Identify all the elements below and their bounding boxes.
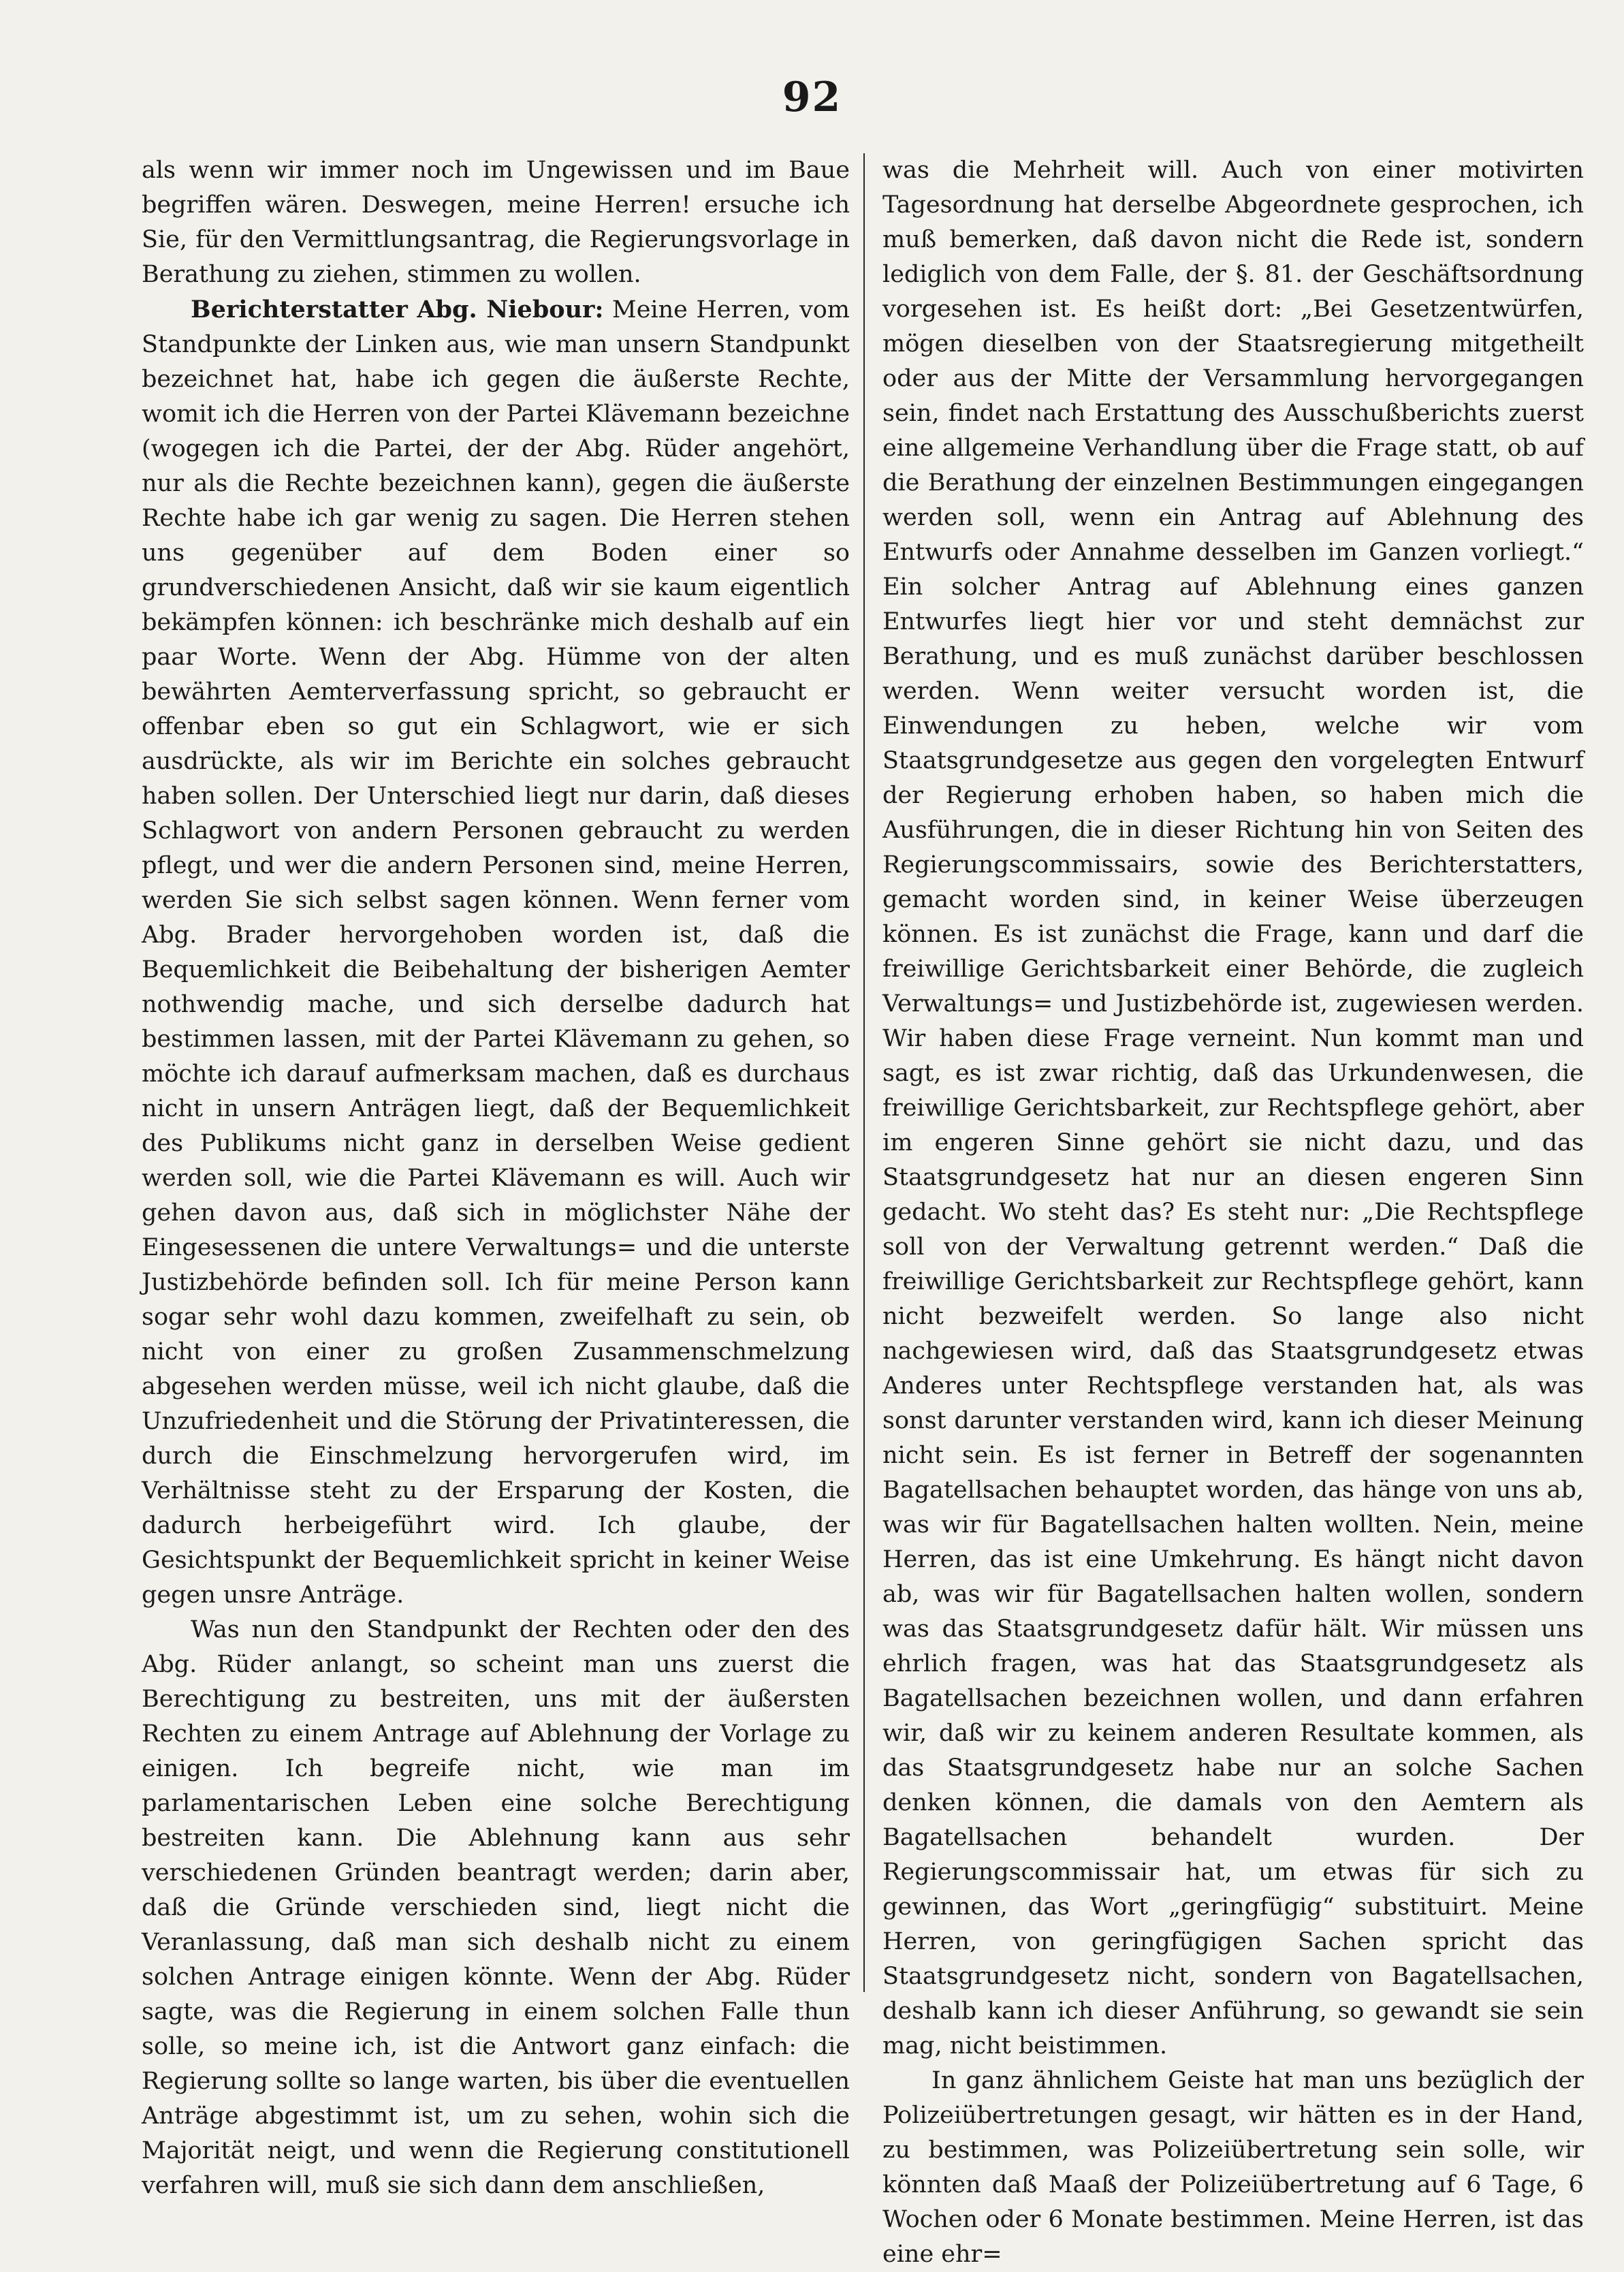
left-column xyxy=(142,153,850,2203)
left-paragraph-3: Was nun den Standpunkt der Rechten oder den des Abg. Rüder anlangt, so scheint man uns zuerst die Berechtigung zu bestreiten, uns mit der äußersten Rechten zu einem Antrage auf Ablehnung der Vorlage zu einigen. Ich begreife nicht, wie man im parlamentarischen Leben eine solche Berechtigung bestreiten kann. Die Ablehnung kann aus sehr verschiedenen Gründen beantragt werden; darin aber, daß die Gründe verschieden sind, liegt nicht die Veranlassung, daß man sich deshalb nicht zu einem solchen Antrage einigen könnte. Wenn der Abg. Rüder sagte, was die Regierung in einem solchen Falle thun solle, so meine ich, ist die Antwort ganz einfach: die Regierung sollte so lange warten, bis über die eventuellen Anträge abgestimmt ist, um zu sehen, wohin sich die Majorität neigt, und wenn die Regierung constitutionell verfahren will, muß sie sich dann dem anschließen, xyxy=(142,1616,850,2199)
right-paragraph-2: In ganz ähnlichem Geiste hat man uns bezüglich der Polizeiübertretungen gesagt, wir hätten es in der Hand, zu bestimmen, was Polizeiübertretung sein solle, wir könnten daß Maaß der Polizeiübertretung auf 6 Tage, 6 Wochen oder 6 Monate bestimmen. Meine Herren, ist das eine ehr= xyxy=(882,2067,1584,2268)
speech-text: Meine Herren, vom Standpunkte der Linken aus, wie man unsern Standpunkt bezeichnet hat, habe ich gegen die äußerste Rechte, womit ich die Herren von der Partei Klävemann bezeichne (wogegen ich die Partei, der der Abg. Rüder angehört, nur als die Rechte bezeichnen kann), gegen die äußerste Rechte habe ich gar wenig zu sagen. Die Herren stehen uns gegenüber auf dem Boden einer so grundverschiedenen Ansicht, daß wir sie kaum eigentlich bekämpfen können: ich beschränke mich deshalb auf ein paar Worte. Wenn der Abg. Hümme von der alten bewährten Aemterverfassung spricht, so gebraucht er offenbar eben so gut ein Schlagwort, wie er sich ausdrückte, als wir im Berichte ein solches gebraucht haben sollen. Der Unterschied liegt nur darin, daß dieses Schlagwort von andern Personen gebraucht zu werden pflegt, und wer die andern Personen sind, meine Herren, werden Sie sich selbst sagen können. Wenn ferner vom Abg. Brader hervorgehoben worden ist, daß die Bequemlichkeit die Beibehaltung der bisherigen Aemter nothwendig mache, und sich derselbe dadurch hat bestimmen lassen, mit der Partei Klävemann zu gehen, so möchte ich darauf aufmerksam machen, daß es durchaus nicht in unsern Anträgen liegt, daß der Bequemlichkeit des Publikums nicht ganz in derselben Weise gedient werden soll, wie die Partei Klävemann es will. Auch wir gehen davon aus, daß sich in möglichster Nähe der Eingesessenen die untere Verwaltungs= und die unterste Justizbehörde befinden soll. Ich für meine Person kann sogar sehr wohl dazu kommen, zweifelhaft zu sein, ob nicht von einer zu großen Zusammenschmelzung abgesehen werden müsse, weil ich nicht glaube, daß die Unzufriedenheit und die Störung der Privatinteressen, die durch die Einschmelzung hervorgerufen wird, im Verhältnisse steht zu der Ersparung der Kosten, die dadurch herbeigeführt wird. Ich glaube, der Gesichtspunkt der Bequemlichkeit spricht in keiner Weise gegen unsre Anträge. xyxy=(142,296,850,1609)
left-paragraph-1: als wenn wir immer noch im Ungewissen und im Baue begriffen wären. Deswegen, meine Herren! ersuche ich Sie, für den Vermittlungsantrag, die Regierungsvorlage in Berathung zu ziehen, stimmen zu wollen. xyxy=(142,157,850,288)
right-paragraph-1: was die Mehrheit will. Auch von einer motivirten Tagesordnung hat derselbe Abgeordnete gesprochen, ich muß bemerken, daß davon nicht die Rede ist, sondern lediglich von dem Falle, der §. 81. der Geschäftsordnung vorgesehen ist. Es heißt dort: „Bei Gesetzentwürfen, mögen dieselben von der Staatsregierung mitgetheilt oder aus der Mitte der Versammlung hervorgegangen sein, findet nach Erstattung des Ausschußberichts zuerst eine allgemeine Verhandlung über die Frage statt, ob auf die Berathung der einzelnen Bestimmungen eingegangen werden soll, wenn ein Antrag auf Ablehnung des Entwurfs oder Annahme desselben im Ganzen vorliegt.“ Ein solcher Antrag auf Ablehnung eines ganzen Entwurfes liegt hier vor und steht demnächst zur Berathung, und es muß zunächst darüber beschlossen werden. Wenn weiter versucht worden ist, die Einwendungen zu heben, welche wir vom Staatsgrundgesetze aus gegen den vorgelegten Entwurf der Regierung erhoben haben, so haben mich die Ausführungen, die in dieser Richtung hin von Seiten des Regierungscommissairs, sowie des Berichterstatters, gemacht worden sind, in keiner Weise überzeugen können. Es ist zunächst die Frage, kann und darf die freiwillige Gerichtsbarkeit einer Behörde, die zugleich Verwaltungs= und Justizbehörde ist, zugewiesen werden. Wir haben diese Frage verneint. Nun kommt man und sagt, es ist zwar richtig, daß das Urkundenwesen, die freiwillige Gerichtsbarkeit, zur Rechtspflege gehört, aber im engeren Sinne gehört sie nicht dazu, und das Staatsgrundgesetz hat nur an diesen engeren Sinn gedacht. Wo steht das? Es steht nur: „Die Rechtspflege soll von der Verwaltung getrennt werden.“ Daß die freiwillige Gerichtsbarkeit zur Rechtspflege gehört, kann nicht bezweifelt werden. So lange also nicht nachgewiesen wird, daß das Staatsgrundgesetz etwas Anderes unter Rechtspflege verstanden hat, als was sonst darunter verstanden wird, kann ich dieser Meinung nicht sein. Es ist ferner in Betreff der sogenannten Bagatellsachen behauptet worden, das hänge von uns ab, was wir für Bagatellsachen halten wollten. Nein, meine Herren, das ist eine Umkehrung. Es hängt nicht davon ab, was wir für Bagatellsachen halten wollen, sondern was das Staatsgrundgesetz dafür hält. Wir müssen uns ehrlich fragen, was hat das Staatsgrundgesetz als Bagatellsachen bezeichnen wollen, und dann erfahren wir, daß wir zu keinem anderen Resultate kommen, als das Staatsgrundgesetz habe nur an solche Sachen denken können, die damals von den Aemtern als Bagatellsachen behandelt wurden. Der Regierungscommissair hat, um etwas für sich zu gewinnen, das Wort „geringfügig“ substituirt. Meine Herren, von geringfügigen Sachen spricht das Staatsgrundgesetz nicht, sondern von Bagatellsachen, deshalb kann ich dieser Anführung, so gewandt sie sein mag, nicht beistimmen. xyxy=(882,157,1584,2060)
speaker-name: Berichterstatter Abg. Niebour: xyxy=(191,296,604,324)
column-divider xyxy=(863,153,865,1992)
left-paragraph-2 xyxy=(142,292,850,1613)
right-column xyxy=(882,153,1584,2272)
page-number: 92 xyxy=(782,74,842,121)
